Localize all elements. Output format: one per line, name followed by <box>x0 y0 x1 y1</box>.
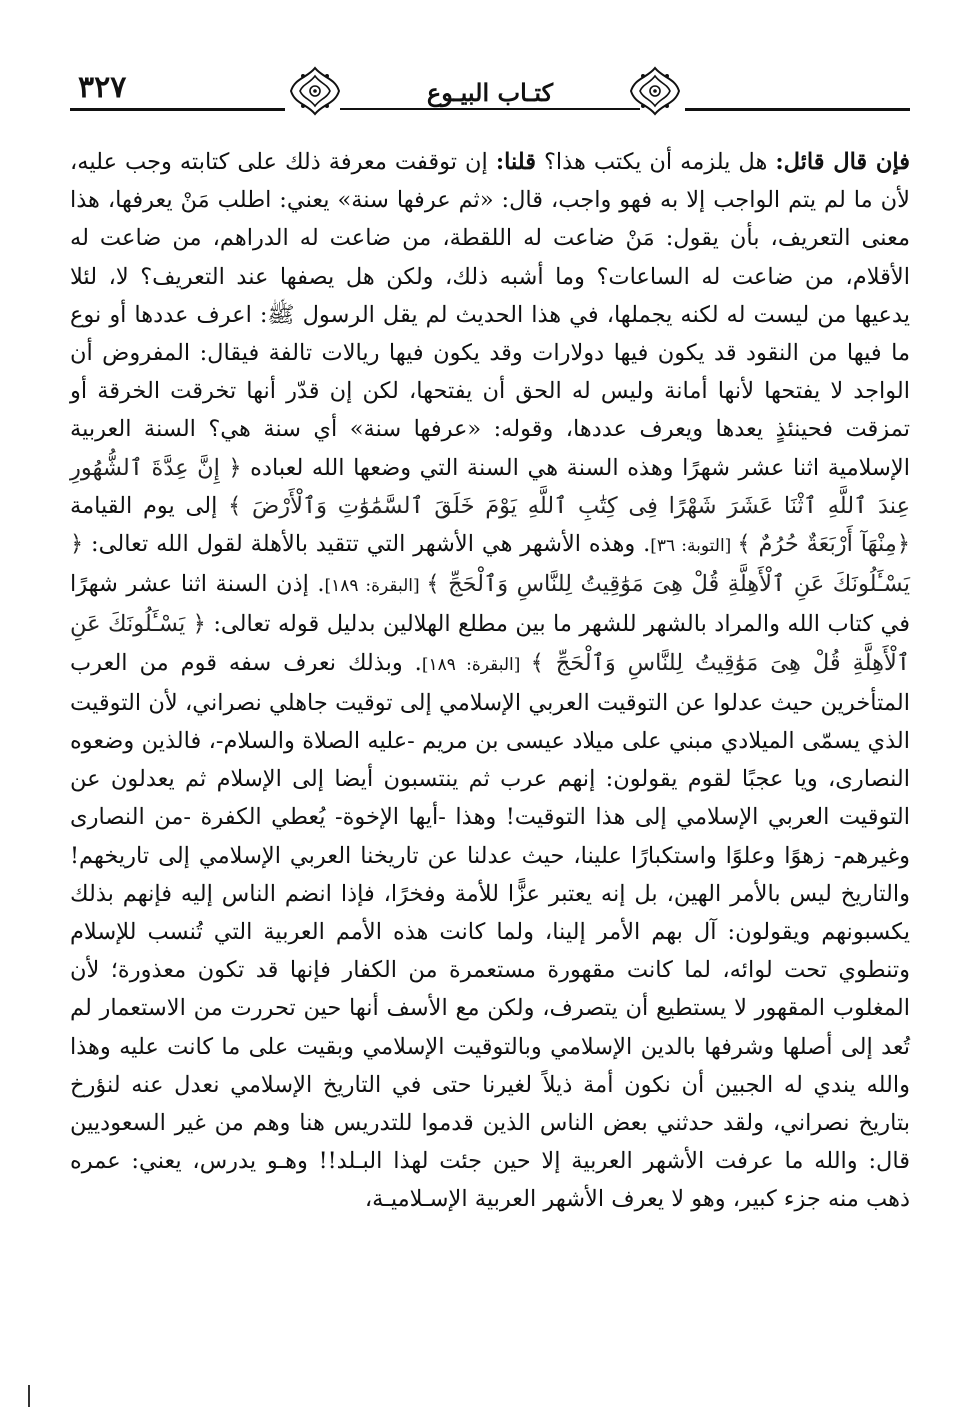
question-lead: فإن قال قائل: <box>775 149 910 175</box>
answer-lead: قلنا: <box>495 149 536 175</box>
body-text: . وهذه الأشهر هي الأشهر التي تتقيد بالأهلة لقول الله تعالى: <box>83 531 651 558</box>
page-body <box>70 143 910 1219</box>
page-number: ٣٢٧ <box>78 70 127 105</box>
body-text: إلى يوم القيامة <box>70 492 229 519</box>
body-paragraph <box>70 143 910 1219</box>
header-rule-left <box>70 108 285 111</box>
header-rule-middle <box>340 108 640 110</box>
header-rule-right <box>685 108 910 111</box>
quran-verse: ﴿مِنْهَآ أَرْبَعَةٌ حُرُمٌ ﴾ <box>737 531 911 558</box>
quran-verse: ﴿ إِنَّ عِدَّةَ ٱلشُّهُورِ عِندَ ٱللَّهِ ٱثْنَا عَشَرَ شَهْرًا فِى كِتَٰبِ ٱللَّهِ يَوْمَ خَلَقَ ٱلسَّمَٰوَٰتِ وَٱلْأَرْضَ ﴾ <box>70 454 910 519</box>
scan-margin-mark <box>28 1385 30 1407</box>
floral-ornament-icon <box>625 64 685 118</box>
page-header <box>70 58 910 120</box>
running-title: كتـاب البيـوع <box>426 78 554 107</box>
verse-reference: [البقرة: ١٨٩] <box>421 654 531 675</box>
floral-ornament-icon <box>285 64 345 118</box>
quran-verse: ﴿ يَسْـَٔلُونَكَ عَنِ ٱلْأَهِلَّةِ قُلْ هِىَ مَوَٰقِيتُ لِلنَّاسِ وَٱلْحَجِّ ﴾ <box>70 611 910 676</box>
quran-verse: ﴿ يَسْـَٔلُونَكَ عَنِ ٱلْأَهِلَّةِ قُلْ هِىَ مَوَٰقِيتُ لِلنَّاسِ وَٱلْحَجِّ ﴾ <box>70 531 910 598</box>
body-text: إن توقفت معرفة ذلك على كتابته وجب عليه، لأن ما لم يتم الواجب إلا به فهو واجب، قال: «ثم عرفها سنة» يعني: اطلب مَنْ يعرفها، هذا معنى التعريف، بأن يقول: مَنْ ضاعت له اللقطة، من ضاعت له الدراهم، من ضاعت له الأقلام، من ضاعت له الساعات؟ وما أشبه ذلك، ولكن هل يصفها عند التعريف؟ لا، لئلا يدعيها من ليست له لكنه يجملها، في هذا الحديث لم يقل الرسول ﷺ: اعرف عددها أو نوع ما فيها من النقود قد يكون فيها دولارات وقد يكون فيها ريالات تالفة فيقال: المفروض أن الواجد لا يفتحها لأنها أمانة وليس له الحق أن يفتحها، لكن إن قدّر أنها تخرقت الخرقة أو تمزقت فحينئذٍ يعدها ويعرف عددها، وقوله: «عرفها سنة» أي سنة هي؟ السنة العربية الإسلامية اثنا عشر شهرًا وهذه السنة هي السنة التي وضعها الله لعباده <box>70 149 910 481</box>
verse-reference: [البقرة: ١٨٩] <box>324 576 427 597</box>
body-text: . وبذلك نعرف سفه قوم من العرب المتأخرين حيث عدلوا عن التوقيت العربي الإسلامي إلى توقيت جاهلي نصراني، لأن التوقيت الذي يسمّى الميلادي مبني على ميلاد عيسى بن مريم -عليه الصلاة والسلام-، فالذين وضعوه النصارى، ويا عجبًا لقوم يقولون: إنهم عرب ثم ينتسبون أيضا إلى الإسلام ثم يعدلون عن التوقيت العربي الإسلامي إلى هذا التوقيت! وهذا -أيها الإخوة- يُعطي الكفرة -من النصارى وغيرهم- زهوًا وعلوًا واستكبارًا علينا، حيث عدلنا عن تاريخنا العربي الإسلامي إلى تاريخهم! والتاريخ ليس بالأمر الهين، بل إنه يعتبر عزًّا للأمة وفخرًا، فإذا انضم الناس إليه فإنهم بذلك يكسبونهم ويقولون: آل بهم الأمر إلينا، ولما كانت هذه الأمم العربية التي تُنسب للإسلام وتنطوي تحت لوائه، لما كانت مقهورة مستعمرة من الكفار فإنها قد تكون معذورة؛ لأن المغلوب المقهور لا يستطيع أن يتصرف، ولكن مع الأسف أنها حين تحررت من الاستعمار لم تُعد إلى أصلها وشرفها بالدين الإسلامي وبالتوقيت الإسلامي وبقيت على ما كانت عليه وهذا والله يندي له الجبين أن نكون أمة ذيلاً لغيرنا حتى في التاريخ الإسلامي نعدل عنه لنؤرخ بتاريخ نصراني، ولقد حدثني بعض الناس الذين قدموا للتدريس هنا وهم من غير السعوديين قال: والله ما عرفت الأشهر العربية إلا حين جئت لهذا البـلد!! وهـو يدرس، يعني: عمره ذهب منه جزء كبير، وهو لا يعرف الأشهر العربية الإسـلاميـة، <box>70 649 910 1213</box>
body-text: . إذن السنة اثنا عشر شهرًا في كتاب الله والمراد بالشهر للشهر ما بين مطلع الهلالين بدليل قوله تعالى: <box>70 571 911 638</box>
body-text: هل يلزمه أن يكتب هذا؟ <box>535 149 776 175</box>
verse-reference: [التوبة: ٣٦] <box>650 536 738 557</box>
